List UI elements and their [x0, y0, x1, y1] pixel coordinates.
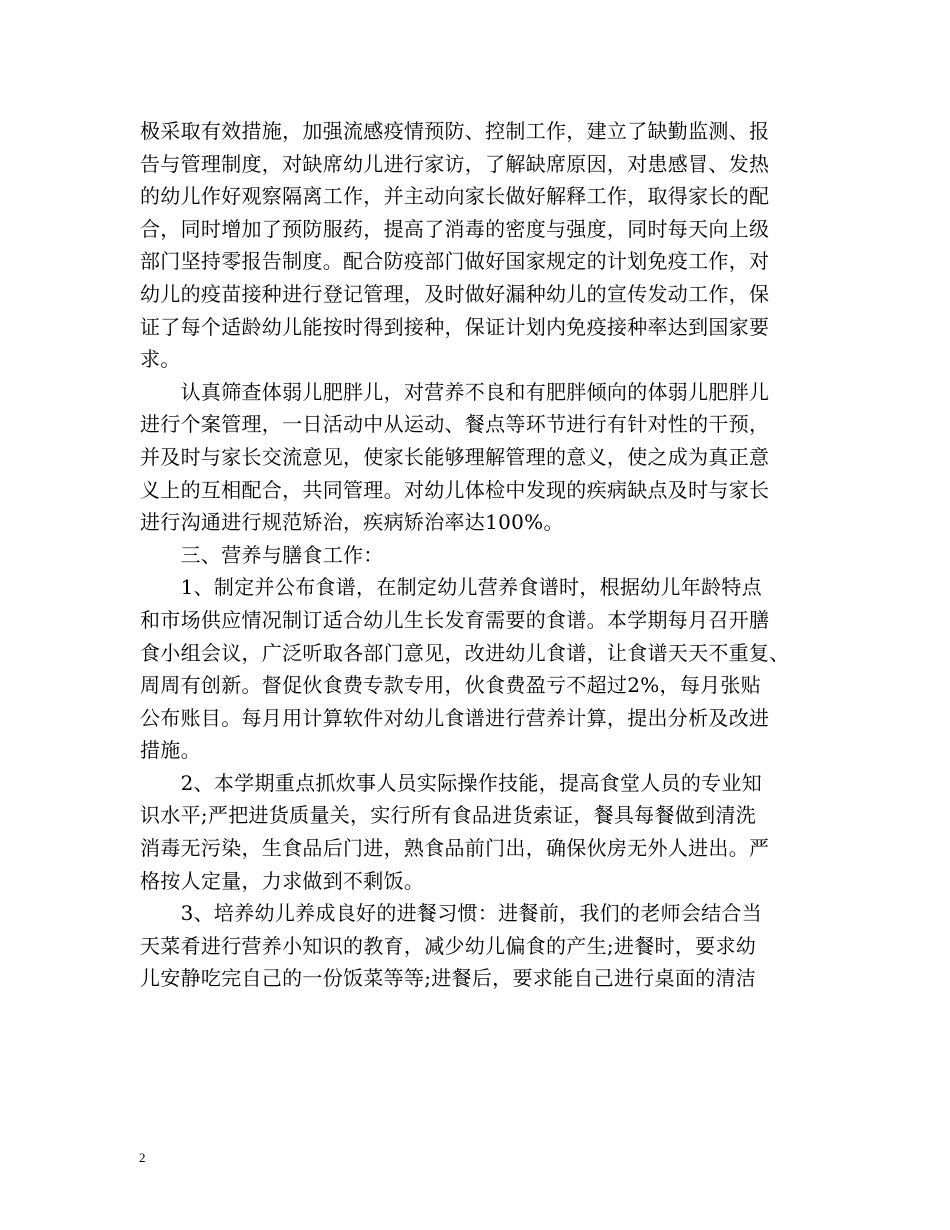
text-line: 措施。	[140, 738, 201, 763]
text-line: 并及时与家长交流意见，使家长能够理解管理的意义，使之成为真正意	[140, 444, 770, 469]
text-line: 求。	[140, 347, 181, 372]
text-line: 食小组会议，广泛听取各部门意见，改进幼儿食谱，让食谱天天不重复、	[140, 640, 790, 665]
text-line: 天菜肴进行营养小知识的教育，减少幼儿偏食的产生;进餐时，要求幼	[140, 933, 757, 958]
text-line: 格按人定量，力求做到不剩饭。	[140, 868, 425, 893]
text-line: 告与管理制度，对缺席幼儿进行家访，了解缺席原因，对患感冒、发热	[140, 151, 770, 176]
text-line: 极采取有效措施，加强流感疫情预防、控制工作，建立了缺勤监测、报	[140, 119, 770, 143]
text-line: 义上的互相配合，共同管理。对幼儿体检中发现的疾病缺点及时与家长	[140, 477, 770, 502]
text-line: 证了每个适龄幼儿能按时得到接种，保证计划内免疫接种率达到国家要	[140, 314, 770, 339]
body-text	[140, 115, 820, 995]
text-line: 进行沟通进行规范矫治，疾病矫治率达100%。	[140, 510, 564, 535]
text-line: 儿安静吃完自己的一份饭菜等等;进餐后，要求能自己进行桌面的清洁	[140, 966, 757, 991]
text-line: 和市场供应情况制订适合幼儿生长发育需要的食谱。本学期每月召开膳	[140, 607, 770, 632]
text-line: 2、本学期重点抓炊事人员实际操作技能，提高食堂人员的专业知	[140, 770, 763, 795]
page-number: 2	[139, 1150, 146, 1165]
text-line: 公布账目。每月用计算软件对幼儿食谱进行营养计算，提出分析及改进	[140, 705, 770, 730]
text-line: 消毒无污染，生食品后门进，熟食品前门出，确保伙房无外人进出。严	[140, 836, 770, 861]
text-line: 识水平;严把进货质量关，实行所有食品进货索证，餐具每餐做到清洗	[140, 803, 757, 828]
text-line: 3、培养幼儿养成良好的进餐习惯：进餐前，我们的老师会结合当	[140, 901, 763, 926]
section-heading: 三、营养与膳食工作：	[140, 542, 384, 567]
text-line: 1、制定并公布食谱，在制定幼儿营养食谱时，根据幼儿年龄特点	[140, 575, 763, 600]
text-line: 合，同时增加了预防服药，提高了消毒的密度与强度，同时每天向上级	[140, 216, 770, 241]
text-line: 幼儿的疫苗接种进行登记管理，及时做好漏种幼儿的宣传发动工作，保	[140, 281, 770, 306]
text-line: 周周有创新。督促伙食费专款专用，伙食费盈亏不超过2%，每月张贴	[140, 673, 762, 698]
text-line: 进行个案管理，一日活动中从运动、餐点等环节进行有针对性的干预，	[140, 412, 770, 437]
text-line: 部门坚持零报告制度。配合防疫部门做好国家规定的计划免疫工作，对	[140, 249, 770, 274]
text-line: 的幼儿作好观察隔离工作，并主动向家长做好解释工作，取得家长的配	[140, 184, 770, 209]
text-line: 认真筛查体弱儿肥胖儿，对营养不良和有肥胖倾向的体弱儿肥胖儿	[140, 379, 770, 404]
